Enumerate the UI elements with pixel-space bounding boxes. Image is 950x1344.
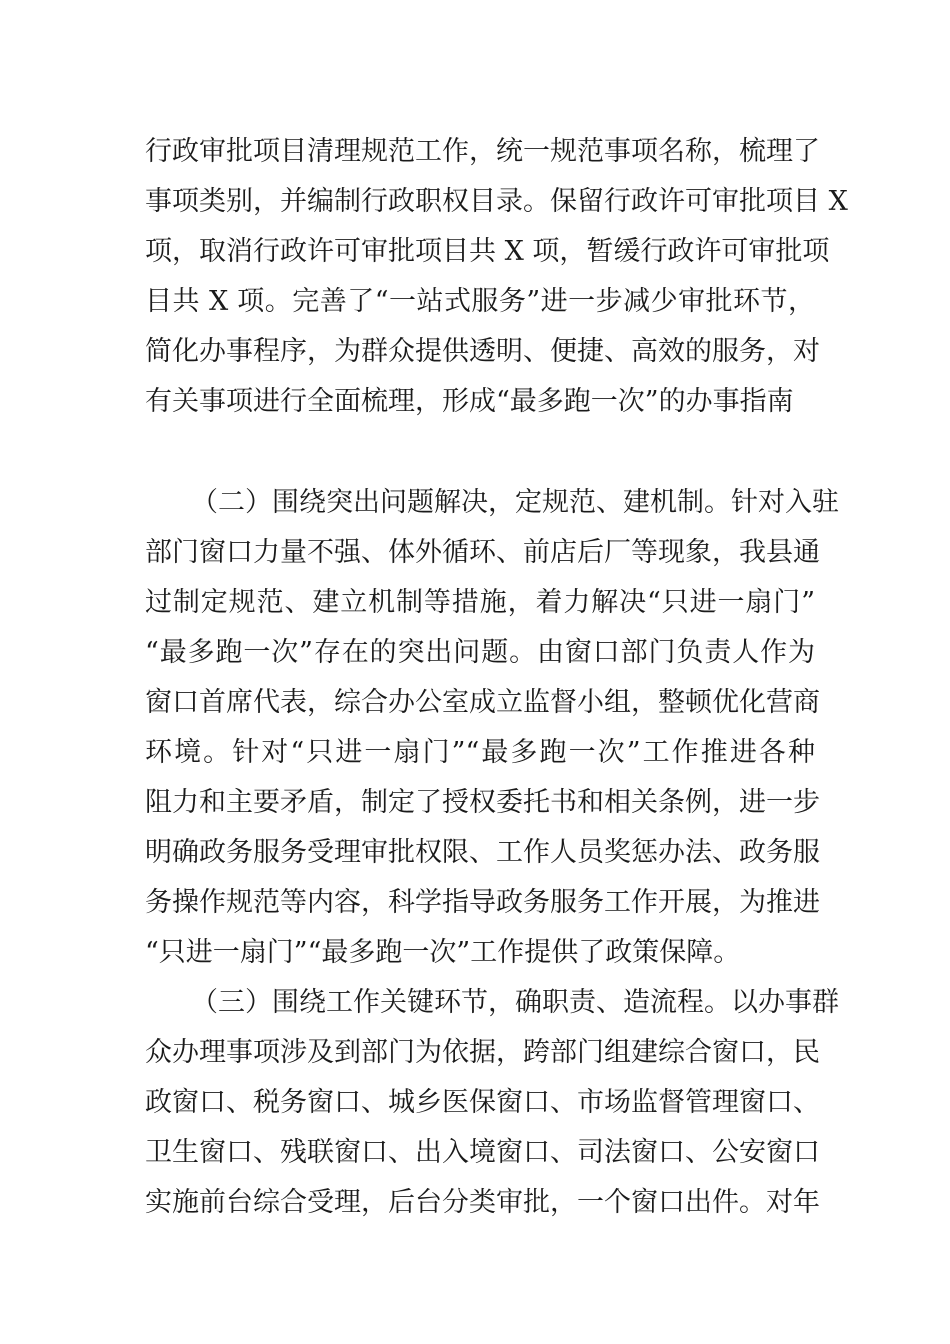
paragraph-2-line-4: “最多跑一次”存在的突出问题。由窗口部门负责人作为	[145, 637, 815, 668]
paragraph-1-line-6: 有关事项进行全面梳理，形成“最多跑一次”的办事指南	[145, 386, 794, 417]
paragraph-3-line-2: 众办理事项涉及到部门为依据，跨部门组建综合窗口，民	[145, 1037, 820, 1068]
paragraph-2-line-3: 过制定规范、建立机制等措施，着力解决“只进一扇门”	[145, 587, 815, 618]
paragraph-2-line-6: 环境。针对“只进一扇门”“最多跑一次”工作推进各种	[145, 737, 815, 768]
paragraph-1-line-1: 行政审批项目清理规范工作，统一规范事项名称，梳理了	[145, 136, 820, 167]
paragraph-1-line-2: 事项类别，并编制行政职权目录。保留行政许可审批项目 X	[145, 186, 848, 217]
paragraph-2-line-1: （二）围绕突出问题解决，定规范、建机制。针对入驻	[191, 487, 839, 518]
paragraph-1-line-3: 项，取消行政许可审批项目共 X 项，暂缓行政许可审批项	[145, 236, 830, 267]
paragraph-2-line-9: 务操作规范等内容，科学指导政务服务工作开展，为推进	[145, 887, 820, 918]
paragraph-2-line-8: 明确政务服务受理审批权限、工作人员奖惩办法、政务服	[145, 837, 820, 868]
paragraph-1-line-5: 简化办事程序，为群众提供透明、便捷、高效的服务，对	[145, 336, 820, 367]
paragraph-3-line-1: （三）围绕工作关键环节，确职责、造流程。以办事群	[191, 987, 839, 1018]
paragraph-1-line-4: 目共 X 项。完善了“一站式服务”进一步减少审批环节，	[145, 286, 815, 317]
paragraph-2-line-10: “只进一扇门”“最多跑一次”工作提供了政策保障。	[145, 937, 741, 968]
paragraph-2-line-7: 阻力和主要矛盾，制定了授权委托书和相关条例，进一步	[145, 787, 820, 818]
paragraph-2-line-5: 窗口首席代表，综合办公室成立监督小组，整顿优化营商	[145, 687, 820, 718]
paragraph-3-line-5: 实施前台综合受理，后台分类审批，一个窗口出件。对年	[145, 1187, 820, 1218]
paragraph-3-line-3: 政窗口、税务窗口、城乡医保窗口、市场监督管理窗口、	[145, 1087, 820, 1118]
paragraph-2-line-2: 部门窗口力量不强、体外循环、前店后厂等现象，我县通	[145, 537, 820, 568]
paragraph-3-line-4: 卫生窗口、残联窗口、出入境窗口、司法窗口、公安窗口	[145, 1137, 820, 1168]
